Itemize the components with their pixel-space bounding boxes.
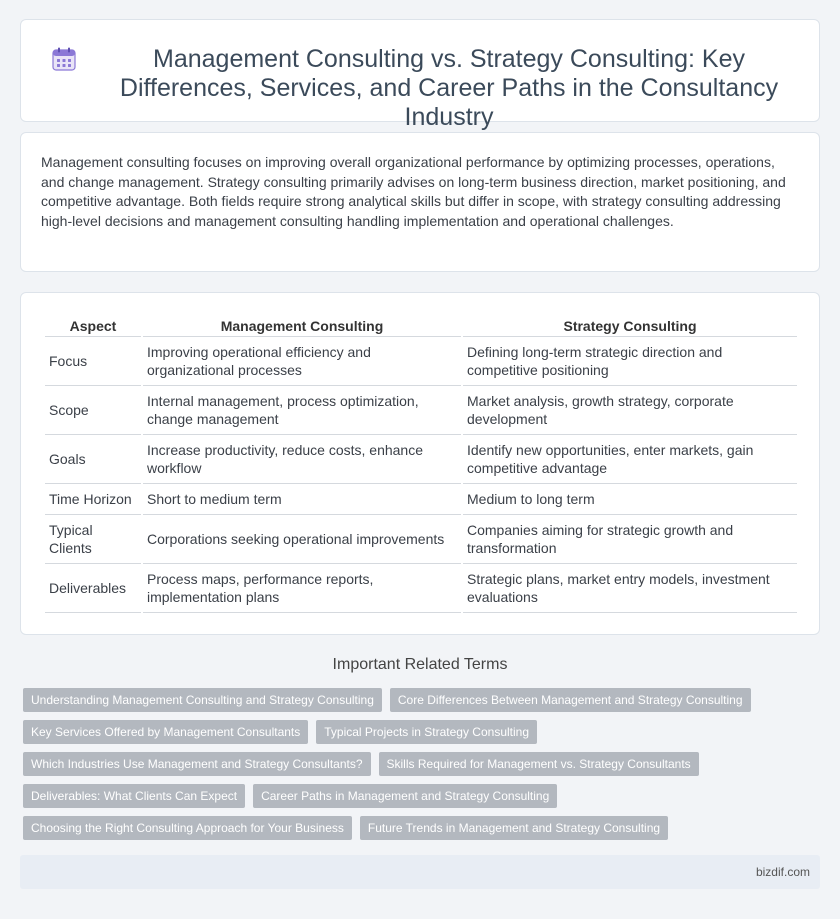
comparison-table bbox=[43, 315, 799, 613]
related-term-link[interactable]: Deliverables: What Clients Can Expect bbox=[23, 784, 245, 808]
cell-aspect: Focus bbox=[45, 337, 141, 386]
table-row bbox=[45, 515, 797, 564]
related-term-link[interactable]: Future Trends in Management and Strategy Consulting bbox=[360, 816, 668, 840]
related-term-link[interactable]: Choosing the Right Consulting Approach for Your Business bbox=[23, 816, 352, 840]
related-terms-title: Important Related Terms bbox=[332, 656, 508, 673]
footer bbox=[20, 855, 820, 889]
intro-card bbox=[20, 132, 820, 272]
related-term-link[interactable]: Typical Projects in Strategy Consulting bbox=[316, 720, 537, 744]
cell-aspect: Time Horizon bbox=[45, 484, 141, 515]
cell-strategy: Market analysis, growth strategy, corporate development bbox=[463, 386, 797, 435]
header-management: Management Consulting bbox=[143, 315, 461, 337]
cell-aspect: Typical Clients bbox=[45, 515, 141, 564]
cell-aspect: Deliverables bbox=[45, 564, 141, 613]
cell-aspect: Scope bbox=[45, 386, 141, 435]
cell-management: Increase productivity, reduce costs, enhance workflow bbox=[143, 435, 461, 484]
table-row bbox=[45, 484, 797, 515]
header-aspect: Aspect bbox=[45, 315, 141, 337]
related-term-link[interactable]: Which Industries Use Management and Strategy Consultants? bbox=[23, 752, 371, 776]
title-card bbox=[20, 19, 820, 131]
cell-strategy: Companies aiming for strategic growth and transformation bbox=[463, 515, 797, 564]
cell-management: Improving operational efficiency and organizational processes bbox=[143, 337, 461, 386]
table-row bbox=[45, 435, 797, 484]
cell-strategy: Medium to long term bbox=[463, 484, 797, 515]
header-strategy: Strategy Consulting bbox=[463, 315, 797, 337]
intro-paragraph: Management consulting focuses on improving overall organizational performance by optimizing processes, operations, and change management. Strategy consulting primarily advises on long-term business direction, market positioning, and competitive advantage. Both fields require strong analytical skills but differ in scope, with strategy consulting addressing high-level decisions and management consulting handling implementation and operational challenges. bbox=[41, 154, 786, 229]
cell-aspect: Goals bbox=[45, 435, 141, 484]
table-row bbox=[45, 337, 797, 386]
cell-strategy: Identify new opportunities, enter markets, gain competitive advantage bbox=[463, 435, 797, 484]
related-term-link[interactable]: Understanding Management Consulting and Strategy Consulting bbox=[23, 688, 382, 712]
related-term-link[interactable]: Core Differences Between Management and Strategy Consulting bbox=[390, 688, 751, 712]
related-term-link[interactable]: Key Services Offered by Management Consultants bbox=[23, 720, 308, 744]
comparison-card bbox=[20, 292, 820, 635]
table-row bbox=[45, 386, 797, 435]
page-title: Management Consulting vs. Strategy Consulting: Key Differences, Services, and Career Paths in the Consultancy Industry bbox=[119, 45, 779, 131]
related-term-link[interactable]: Career Paths in Management and Strategy Consulting bbox=[253, 784, 557, 808]
cell-strategy: Defining long-term strategic direction and competitive positioning bbox=[463, 337, 797, 386]
table-header-row bbox=[45, 315, 797, 337]
related-terms-list bbox=[23, 688, 813, 848]
related-term-link[interactable]: Skills Required for Management vs. Strategy Consultants bbox=[379, 752, 699, 776]
footer-site[interactable]: bizdif.com bbox=[755, 865, 810, 879]
cell-management: Corporations seeking operational improvements bbox=[143, 515, 461, 564]
calendar-icon bbox=[51, 46, 77, 72]
cell-management: Process maps, performance reports, implementation plans bbox=[143, 564, 461, 613]
cell-strategy: Strategic plans, market entry models, investment evaluations bbox=[463, 564, 797, 613]
cell-management: Internal management, process optimization, change management bbox=[143, 386, 461, 435]
cell-management: Short to medium term bbox=[143, 484, 461, 515]
table-row bbox=[45, 564, 797, 613]
